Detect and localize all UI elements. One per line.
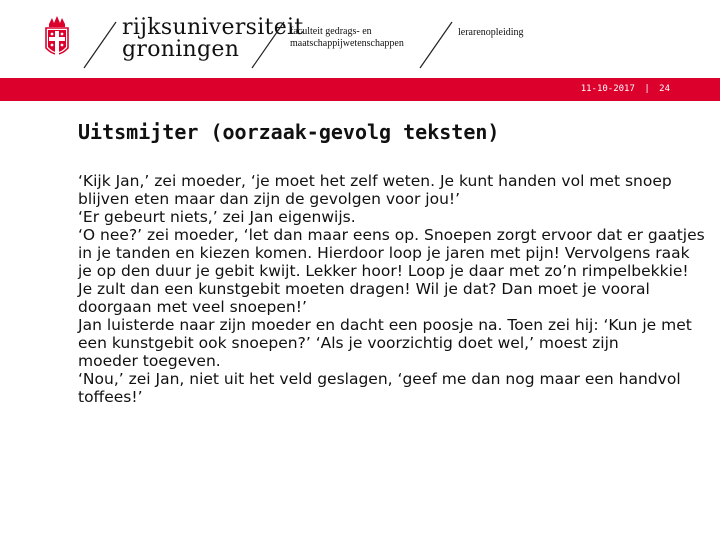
- slide-date: 11-10-2017: [580, 84, 635, 94]
- slide-title: Uitsmijter (oorzaak-gevolg teksten): [78, 120, 500, 144]
- divider-slash: [80, 20, 120, 70]
- body-paragraph: Jan luisterde naar zijn moeder en dacht een poosje na. Toen zei hij: ‘Kun je met een kunstgebit ook snoepen?’ ‘Als je voorzichtig doet wel,’ moest zijn: [78, 316, 692, 352]
- divider-slash: [248, 20, 288, 70]
- body-paragraph: moeder toegeven.: [78, 352, 221, 370]
- page-number: 24: [659, 84, 670, 94]
- university-name-line2: groningen: [122, 37, 240, 62]
- slide-body: [78, 172, 706, 406]
- university-name-line1: rijksuniversiteit: [122, 15, 304, 40]
- faculty-name: faculteit gedrags- en maatschappijwetenschappen: [290, 26, 404, 49]
- department-name: lerarenopleiding: [458, 27, 524, 38]
- body-paragraph: ‘Kijk Jan,’ zei moeder, ‘je moet het zelf weten. Je kunt handen vol met snoep blijven eten maar dan zijn de gevolgen voor jou!’: [78, 172, 672, 208]
- slide-meta: [577, 84, 670, 94]
- body-paragraph: ‘Er gebeurt niets,’ zei Jan eigenwijs.: [78, 208, 356, 226]
- slide-header: [0, 0, 720, 78]
- university-crest-logo: [40, 14, 74, 62]
- meta-separator: |: [644, 84, 650, 94]
- body-paragraph: ‘Nou,’ zei Jan, niet uit het veld geslagen, ‘geef me dan nog maar een handvol toffees!’: [78, 370, 681, 406]
- body-paragraph: ‘O nee?’ zei moeder, ‘let dan maar eens op. Snoepen zorgt ervoor dat er gaatjes in je tanden en kiezen komen. Hierdoor loop je jaren met pijn! Vervolgens raak je op den duur je gebit kwijt. Lekker hoor! Loop je daar met zo’n rimpelbekkie! Je zult dan een kunstgebit moeten dragen! Wil je dat? Dan moet je vooral doorgaan met veel snoepen!’: [78, 226, 705, 316]
- divider-slash: [416, 20, 456, 70]
